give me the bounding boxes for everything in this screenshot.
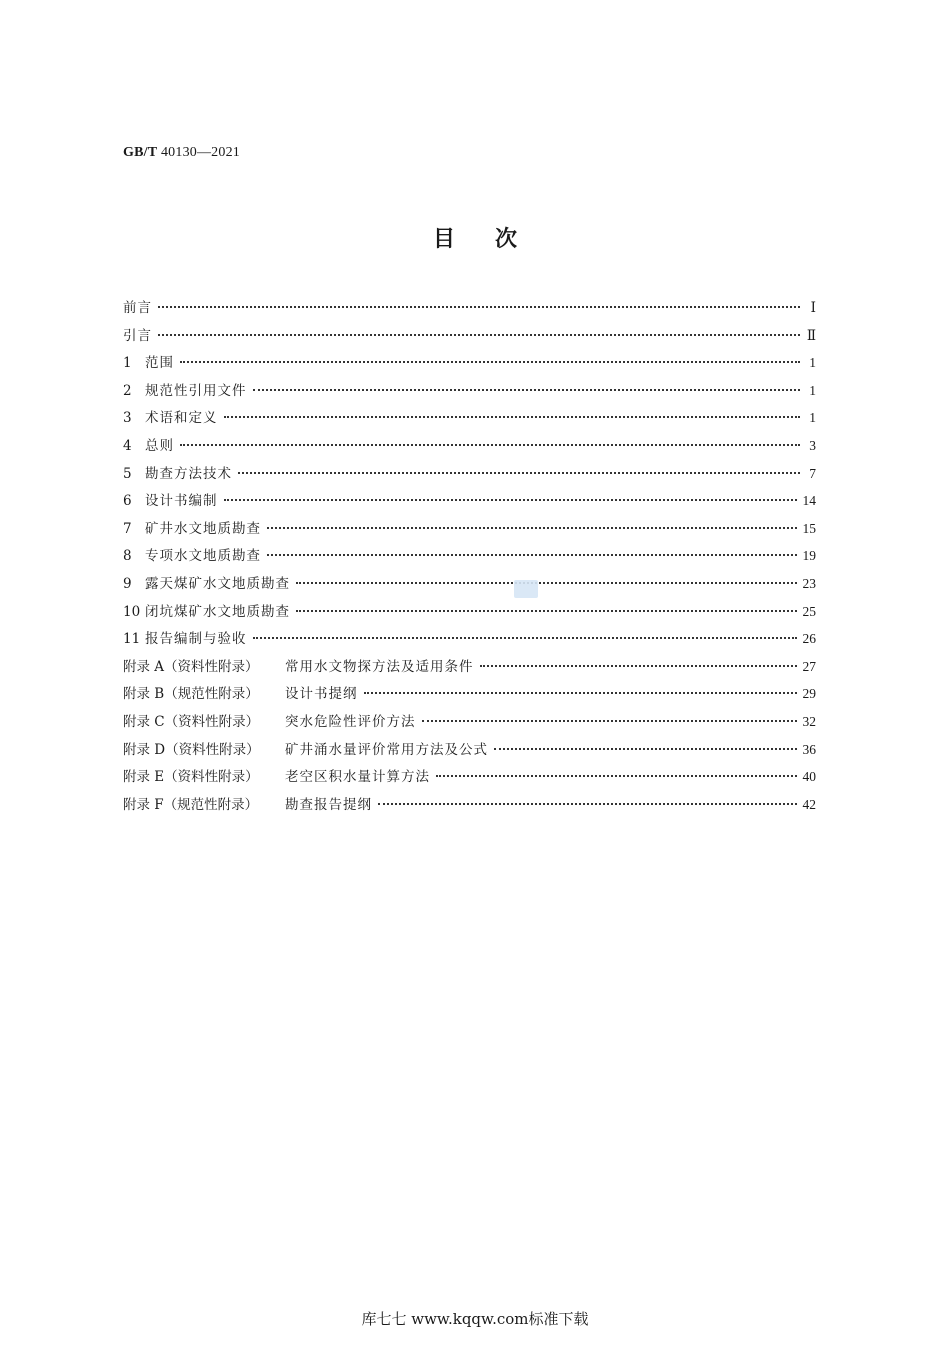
toc-entry-label	[123, 379, 247, 399]
toc-dot-leader	[378, 803, 797, 805]
toc-entry-page: 26	[802, 631, 816, 647]
toc-entry-title: 闭坑煤矿水文地质勘查	[145, 603, 290, 620]
toc-entry-page: 32	[802, 713, 816, 729]
toc-entry-title: 突水危险性评价方法	[285, 713, 416, 730]
toc-entry-page: 1	[809, 382, 816, 398]
toc-dot-leader	[267, 554, 797, 556]
toc-entry[interactable]	[123, 572, 816, 600]
toc-entry-number: 1	[123, 355, 132, 372]
toc-entry-page: 29	[802, 686, 816, 702]
toc-entry-title: 矿井涌水量评价常用方法及公式	[285, 741, 488, 758]
toc-entry[interactable]	[123, 710, 816, 738]
toc-entry[interactable]	[123, 682, 816, 710]
toc-entry[interactable]	[123, 462, 816, 490]
toc-entry-label	[123, 765, 430, 785]
toc-entry-page: 40	[802, 769, 816, 785]
toc-dot-leader	[224, 416, 801, 418]
watermark-logo	[514, 580, 538, 598]
toc-dot-leader	[180, 444, 800, 446]
toc-entry-number: 8	[123, 548, 132, 565]
toc-entry-number: 2	[123, 382, 132, 399]
toc-entry-label	[123, 351, 174, 371]
toc-entry-title: 前言	[123, 300, 152, 316]
toc-entry-number: 附录 C（资料性附录）	[123, 713, 260, 730]
toc-entry[interactable]	[123, 351, 816, 379]
toc-dot-leader	[364, 692, 797, 694]
toc-entry-label	[123, 296, 152, 316]
table-of-contents	[123, 296, 816, 820]
toc-entry-title: 专项水文地质勘查	[145, 548, 261, 565]
toc-entry[interactable]	[123, 655, 816, 683]
toc-entry-page: 23	[802, 575, 816, 591]
toc-entry-title: 勘查方法技术	[145, 465, 232, 482]
toc-entry-label	[123, 324, 152, 344]
toc-entry-page: 1	[809, 355, 816, 371]
toc-entry-label	[123, 627, 247, 647]
toc-entry[interactable]	[123, 379, 816, 407]
toc-entry-label	[123, 517, 261, 537]
toc-dot-leader	[436, 775, 797, 777]
standard-code	[123, 145, 240, 161]
toc-entry-label	[123, 793, 372, 813]
footer-text: 库七七 www.kqqw.com标准下载	[361, 1310, 589, 1328]
toc-dot-leader	[224, 499, 797, 501]
toc-entry-number: 5	[123, 465, 132, 482]
toc-entry-label	[123, 406, 218, 426]
toc-entry-page: 14	[802, 493, 816, 509]
toc-entry[interactable]	[123, 600, 816, 628]
toc-entry-title: 常用水文物探方法及适用条件	[285, 658, 474, 675]
toc-entry-number: 7	[123, 520, 132, 537]
toc-entry[interactable]	[123, 324, 816, 352]
toc-entry[interactable]	[123, 544, 816, 572]
toc-entry-label	[123, 682, 358, 702]
toc-entry-page: 3	[809, 437, 816, 453]
toc-entry-title: 规范性引用文件	[145, 382, 247, 399]
toc-entry-page: 25	[802, 603, 816, 619]
toc-entry-page: 7	[809, 465, 816, 481]
toc-entry-title: 设计书提纲	[285, 686, 358, 703]
toc-entry[interactable]	[123, 738, 816, 766]
toc-entry-page: Ⅰ	[810, 300, 816, 315]
toc-entry-label	[123, 738, 488, 758]
toc-entry[interactable]	[123, 296, 816, 324]
toc-entry-number: 4	[123, 437, 132, 454]
standard-number: 40130—2021	[160, 145, 240, 160]
toc-entry-number: 附录 F（规范性附录）	[123, 796, 259, 813]
toc-entry-label	[123, 710, 416, 730]
toc-dot-leader	[158, 334, 800, 336]
toc-entry-title: 矿井水文地质勘查	[145, 520, 261, 537]
toc-entry-label	[123, 489, 218, 509]
toc-entry-page: 42	[802, 796, 816, 812]
toc-entry-page: 15	[802, 520, 816, 536]
toc-entry-title: 引言	[123, 327, 152, 344]
toc-entry-label	[123, 544, 261, 564]
toc-dot-leader	[422, 720, 797, 722]
toc-dot-leader	[253, 389, 801, 391]
toc-entry-number: 附录 B（规范性附录）	[123, 686, 259, 703]
toc-entry-title: 总则	[145, 437, 174, 454]
toc-dot-leader	[238, 472, 800, 474]
toc-entry[interactable]	[123, 406, 816, 434]
toc-dot-leader	[158, 306, 800, 308]
toc-entry-page: 27	[802, 658, 816, 674]
toc-entry-page: 1	[809, 410, 816, 426]
toc-dot-leader	[180, 361, 800, 363]
toc-entry-label	[123, 434, 174, 454]
toc-dot-leader	[480, 665, 797, 667]
toc-entry-number: 附录 D（资料性附录）	[123, 741, 260, 758]
toc-entry[interactable]	[123, 434, 816, 462]
toc-entry[interactable]	[123, 517, 816, 545]
toc-entry-label	[123, 572, 290, 592]
toc-entry-title: 老空区积水量计算方法	[285, 769, 430, 786]
toc-entry-title: 勘查报告提纲	[285, 796, 372, 813]
toc-dot-leader	[296, 582, 797, 584]
toc-entry-number: 附录 E（资料性附录）	[123, 769, 259, 786]
standard-prefix: GB/T	[123, 145, 158, 160]
toc-entry-label	[123, 600, 290, 620]
toc-dot-leader	[253, 637, 797, 639]
toc-entry[interactable]	[123, 793, 816, 821]
toc-entry-title: 报告编制与验收	[145, 631, 247, 648]
page-title: 目次	[432, 227, 557, 252]
toc-dot-leader	[494, 748, 797, 750]
toc-entry[interactable]	[123, 627, 816, 655]
toc-entry-label	[123, 655, 474, 675]
toc-entry-number: 6	[123, 493, 132, 510]
toc-entry[interactable]	[123, 765, 816, 793]
toc-entry-title: 设计书编制	[145, 493, 218, 510]
toc-dot-leader	[296, 610, 797, 612]
toc-entry-title: 范围	[145, 355, 174, 372]
toc-entry-number: 附录 A（资料性附录）	[123, 658, 259, 675]
toc-entry-title: 术语和定义	[145, 410, 218, 427]
toc-entry-page: Ⅱ	[806, 327, 816, 343]
toc-dot-leader	[267, 527, 797, 529]
toc-entry-page: 19	[802, 548, 816, 564]
toc-entry-page: 36	[802, 741, 816, 757]
toc-entry-label	[123, 462, 232, 482]
toc-entry-number: 9	[123, 575, 132, 592]
toc-entry-number: 3	[123, 410, 132, 427]
toc-entry-title: 露天煤矿水文地质勘查	[145, 575, 290, 592]
toc-entry-number: 11	[123, 631, 141, 648]
toc-entry-number: 10	[123, 603, 141, 620]
toc-entry[interactable]	[123, 489, 816, 517]
